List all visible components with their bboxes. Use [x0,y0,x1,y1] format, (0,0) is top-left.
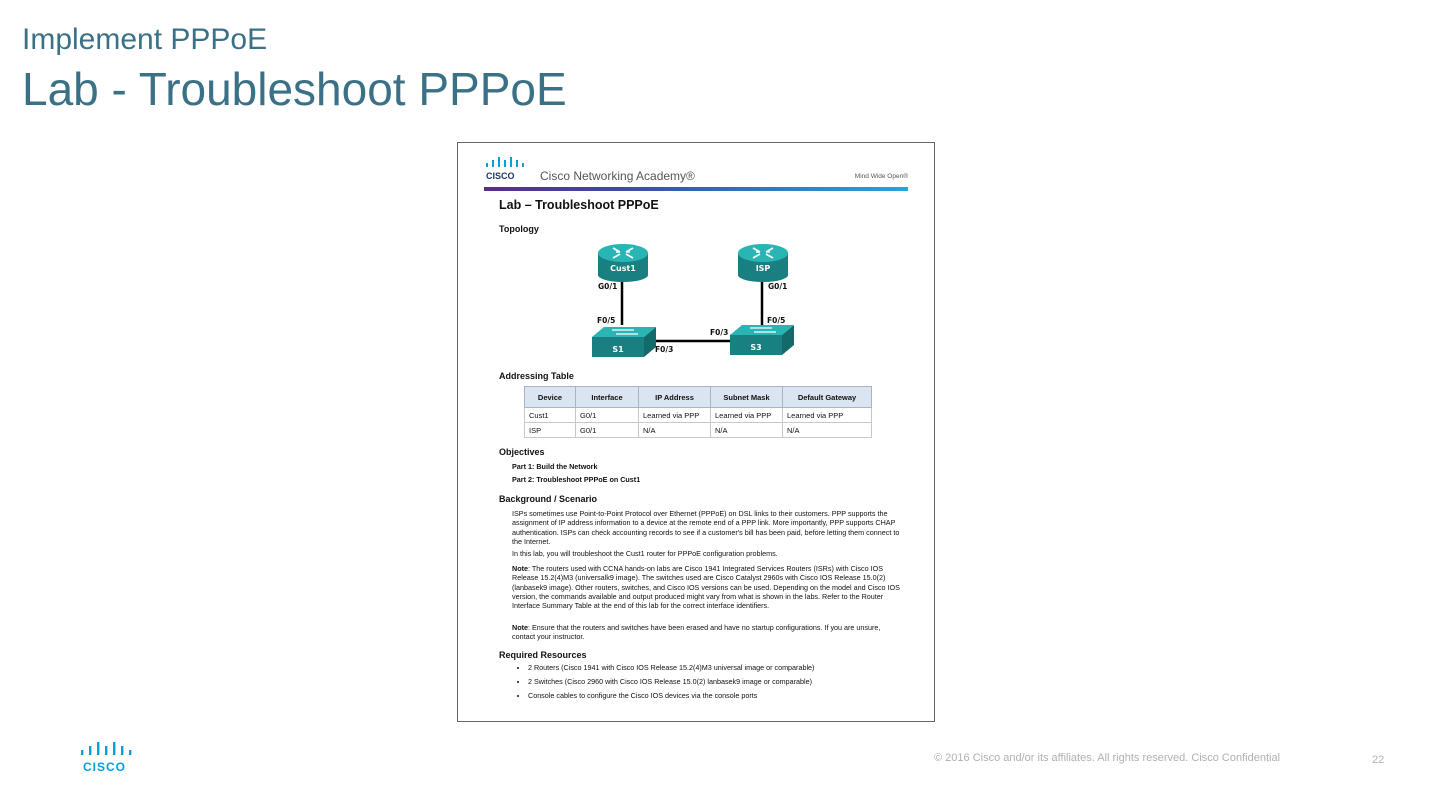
table-cell: N/A [783,423,872,438]
topology-heading: Topology [499,224,539,234]
objective-part1: Part 1: Build the Network [512,462,598,471]
addressing-heading: Addressing Table [499,371,574,381]
s3-link-port-label: F0/3 [710,328,729,337]
topology-diagram [578,239,808,363]
slide-subtitle: Implement PPPoE [22,23,268,56]
background-paragraph-2: In this lab, you will troubleshoot the Cust1 router for PPPoE configuration problems. [512,549,778,558]
note-paragraph-1 [512,564,902,610]
note-text: : The routers used with CCNA hands-on labs are Cisco 1941 Integrated Services Routers (ISRs) with Cisco IOS Release 15.2(4)M3 (universalk9 image). The switches used are Cisco Catalyst 2960s with Cisco IOS Release 15.0(2) (lanbasek9 image). Other routers, switches, and Cisco IOS versions can be used. Depending on the model and Cisco IOS version, the commands available and output produced might vary from what is shown in the labs. Refer to the Router Interface Summary Table at the end of this lab for the correct interface identifiers. [512,564,900,611]
footer-logo-text: CISCO [83,760,127,774]
slide-title: Lab - Troubleshoot PPPoE [22,63,567,115]
note-paragraph-2 [512,623,902,642]
copyright-text: © 2016 Cisco and/or its affiliates. All rights reserved. Cisco Confidential [934,752,1281,764]
table-cell: G0/1 [576,423,639,438]
table-cell: Learned via PPP [639,408,711,423]
isp-port-label: G0/1 [768,282,788,291]
table-cell: ISP [525,423,576,438]
cust1-port-label: G0/1 [598,282,618,291]
page-number: 22 [1372,754,1385,766]
note-label: Note [512,564,528,573]
table-cell: Learned via PPP [711,408,783,423]
list-item: • 2 Switches (Cisco 2960 with Cisco IOS Release 15.0(2) lanbasek9 image or comparable) [528,677,814,686]
table-header: Default Gateway [783,387,872,408]
table-header: Device [525,387,576,408]
list-item: • Console cables to configure the Cisco IOS devices via the console ports [528,691,814,700]
lab-document-preview [457,142,935,722]
cisco-logo-icon [80,742,136,774]
table-row [525,423,872,438]
academy-name: Cisco Networking Academy® [540,169,695,183]
cust1-label: Cust1 [610,264,636,273]
table-row [525,408,872,423]
s1-label: S1 [612,345,624,354]
s1-uplink-port-label: F0/5 [597,316,616,325]
table-cell: N/A [711,423,783,438]
note-text: : Ensure that the routers and switches have been erased and have no startup configurations. If you are unsure, contact your instructor. [512,623,881,642]
document-header [484,155,908,191]
router-icon [738,244,788,282]
isp-label: ISP [755,264,771,273]
s1-link-port-label: F0/3 [655,345,674,354]
resources-heading: Required Resources [499,650,587,660]
table-cell: Cust1 [525,408,576,423]
header-gradient-bar [484,187,908,191]
switch-icon [592,327,656,357]
note-label: Note [512,623,528,632]
table-cell: N/A [639,423,711,438]
table-cell: Learned via PPP [783,408,872,423]
table-cell: G0/1 [576,408,639,423]
objectives-heading: Objectives [499,447,545,457]
addressing-table [524,386,872,438]
table-header-row [525,387,872,408]
doc-logo-text: CISCO [486,171,515,181]
s3-uplink-port-label: F0/5 [767,316,786,325]
table-header: IP Address [639,387,711,408]
tagline: Mind Wide Open® [854,173,908,180]
document-title: Lab – Troubleshoot PPPoE [499,198,659,212]
background-heading: Background / Scenario [499,494,598,504]
resources-list [514,663,814,705]
switch-icon [730,325,794,355]
objective-part2: Part 2: Troubleshoot PPPoE on Cust1 [512,475,641,484]
cisco-logo-icon [484,155,532,185]
background-paragraph-1: ISPs sometimes use Point-to-Point Protocol over Ethernet (PPPoE) on DSL links to their customers. PPP supports the assignment of IP address information to a device at the remote end of a PPP link. More importantly, PPP supports CHAP authentication. ISPs can check accounting records to see if a customer's bill has been paid, before letting them connect to the Internet. [512,509,900,546]
table-header: Interface [576,387,639,408]
list-item: • 2 Routers (Cisco 1941 with Cisco IOS Release 15.2(4)M3 universal image or comparable) [528,663,814,672]
s3-label: S3 [750,343,762,352]
router-icon [598,244,648,282]
table-header: Subnet Mask [711,387,783,408]
